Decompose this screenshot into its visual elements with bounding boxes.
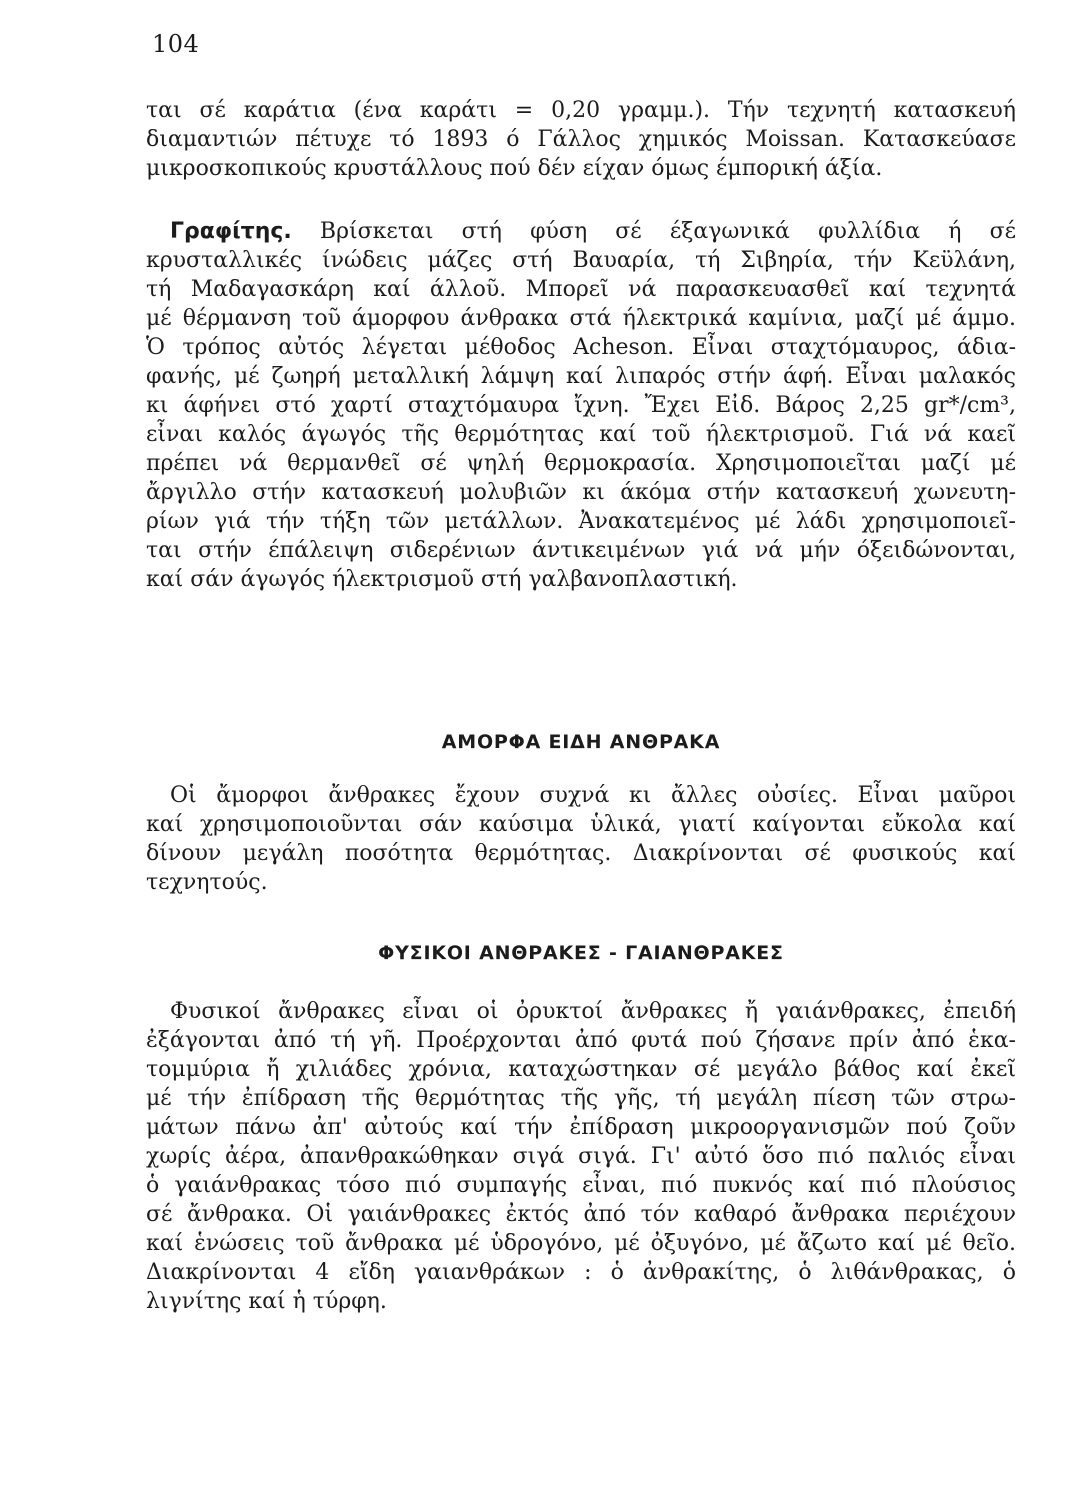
page-number: 104 xyxy=(152,30,200,58)
text-line: Φυσικοί ἄνθρακες εἶναι οἱ ὀρυκτοί ἄνθρακες ἤ γαιάνθρακες, ἐπειδή xyxy=(170,999,1016,1024)
text-line: ρίων γιά τήν τήξη τῶν μετάλλων. Ἀνακατεμένος μέ λάδι χρησιμοποιεῖ- xyxy=(146,509,1016,534)
text-line: Οἱ ἄμορφοι ἄνθρακες ἔχουν συχνά κι ἄλλες οὐσίες. Εἶναι μαῦροι xyxy=(170,783,1016,808)
text-line: εἶναι καλός άγωγός τῆς θερμότητας καί τοῦ ήλεκτρισμοῦ. Γιά νά καεῖ xyxy=(146,422,1016,447)
text-line: ἄργιλλο στήν κατασκευή μολυβιῶν κι άκόμα στήν κατασκευή χωνευτη- xyxy=(146,480,1016,505)
text-line: κρυσταλλικές ίνώδεις μάζες στή Βαυαρία, τή Σιβηρία, τήν Κεϋλάνη, xyxy=(146,248,1016,273)
text-line: μέ θέρμανση τοῦ άμορφου άνθρακα στά ήλεκτρικά καμίνια, μαζί μέ άμμο. xyxy=(146,306,1016,331)
text-line: ὁ γαιάνθρακας τόσο πιό συμπαγής εἶναι, πιό πυκνός καί πιό πλούσιος xyxy=(146,1173,1016,1198)
graphite-first-line: Βρίσκεται στή φύση σέ έξαγωνικά φυλλίδια ή σέ xyxy=(291,219,1016,244)
text-line: τή Μαδαγασκάρη καί άλλοῦ. Μπορεῖ νά παρασκευασθεῖ καί τεχνητά xyxy=(146,277,1016,302)
section-heading-natural: ΦΥΣΙΚΟΙ ΑΝΘΡΑΚΕΣ - ΓΑΙΑΝΘΡΑΚΕΣ xyxy=(378,942,784,964)
section-heading-amorphous: ΑΜΟΡΦΑ ΕΙΔΗ ΑΝΘΡΑΚΑ xyxy=(441,731,721,753)
text-line: πρέπει νά θερμανθεῖ σέ ψηλή θερμοκρασία. Χρησιμοποιεῖται μαζί μέ xyxy=(146,451,1016,476)
text-line: λιγνίτης καί ἡ τύρφη. xyxy=(146,1289,387,1314)
amorphous-paragraph xyxy=(146,781,1016,897)
text-line: κι άφήνει στό χαρτί σταχτόμαυρα ἴχνη. Ἔχει Εἰδ. Βάρος 2,25 gr*/cm³, xyxy=(146,393,1016,418)
text-line: καί ἑνώσεις τοῦ ἄνθρακα μέ ὑδρογόνο, μέ ὀξυγόνο, μέ ἄζωτο καί μέ θεῖο. xyxy=(146,1231,1016,1256)
text-line: τομμύρια ἤ χιλιάδες χρόνια, καταχώστηκαν σέ μεγάλο βάθος καί ἐκεῖ xyxy=(146,1057,1016,1082)
text-line: Διακρίνονται 4 εἴδη γαιανθράκων : ὁ ἀνθρακίτης, ὁ λιθάνθρακας, ὁ xyxy=(146,1260,1016,1285)
text-line: μέ τήν ἐπίδραση τῆς θερμότητας τῆς γῆς, τή μεγάλη πίεση τῶν στρω- xyxy=(146,1086,1016,1111)
text-line: ἐξάγονται ἀπό τή γῆ. Προέρχονται ἀπό φυτά πού ζήσανε πρίν ἀπό ἑκα- xyxy=(146,1028,1016,1053)
text-line: δίνουν μεγάλη ποσότητα θερμότητας. Διακρίνονται σέ φυσικούς καί xyxy=(146,841,1016,866)
graphite-term: Γραφίτης. xyxy=(170,219,292,244)
text-line: καί σάν άγωγός ήλεκτρισμοῦ στή γαλβανοπλαστική. xyxy=(146,567,738,592)
text-line: καί χρησιμοποιοῦνται σάν καύσιμα ὑλικά, γιατί καίγονται εὔκολα καί xyxy=(146,812,1016,837)
text-line: Ὁ τρόπος αὐτός λέγεται μέθοδος Acheson. Εἶναι σταχτόμαυρος, άδια- xyxy=(146,335,1016,360)
text-line: διαμαντιών πέτυχε τό 1893 ό Γάλλος χημικός Moissan. Κατασκεύασε xyxy=(146,127,1016,152)
text-line: τεχνητούς. xyxy=(146,870,268,895)
intro-paragraph xyxy=(146,96,1016,183)
graphite-paragraph xyxy=(146,217,1016,594)
text-line: ται σέ καράτια (ένα καράτι = 0,20 γραμμ.). Τήν τεχνητή κατασκευή xyxy=(146,98,1016,123)
text-line: φανής, μέ ζωηρή μεταλλική λάμψη καί λιπαρός στήν άφή. Εἶναι μαλακός xyxy=(146,364,1016,389)
text-line: χωρίς ἀέρα, ἀπανθρακώθηκαν σιγά σιγά. Γι' αὐτό ὅσο πιό παλιός εἶναι xyxy=(146,1144,1016,1169)
natural-paragraph xyxy=(146,997,1016,1316)
text-line: ται στήν έπάλειψη σιδερένιων άντικειμένων γιά νά μήν όξειδώνονται, xyxy=(146,538,1016,563)
text-line: μικροσκοπικούς κρυστάλλους πού δέν είχαν όμως έμπορική άξία. xyxy=(146,156,883,181)
text-line xyxy=(146,217,1016,246)
text-line: σέ ἄνθρακα. Οἱ γαιάνθρακες ἐκτός ἀπό τόν καθαρό ἄνθρακα περιέχουν xyxy=(146,1202,1016,1227)
text-line: μάτων πάνω ἀπ' αὐτούς καί τήν ἐπίδραση μικροοργανισμῶν πού ζοῦν xyxy=(146,1115,1016,1140)
